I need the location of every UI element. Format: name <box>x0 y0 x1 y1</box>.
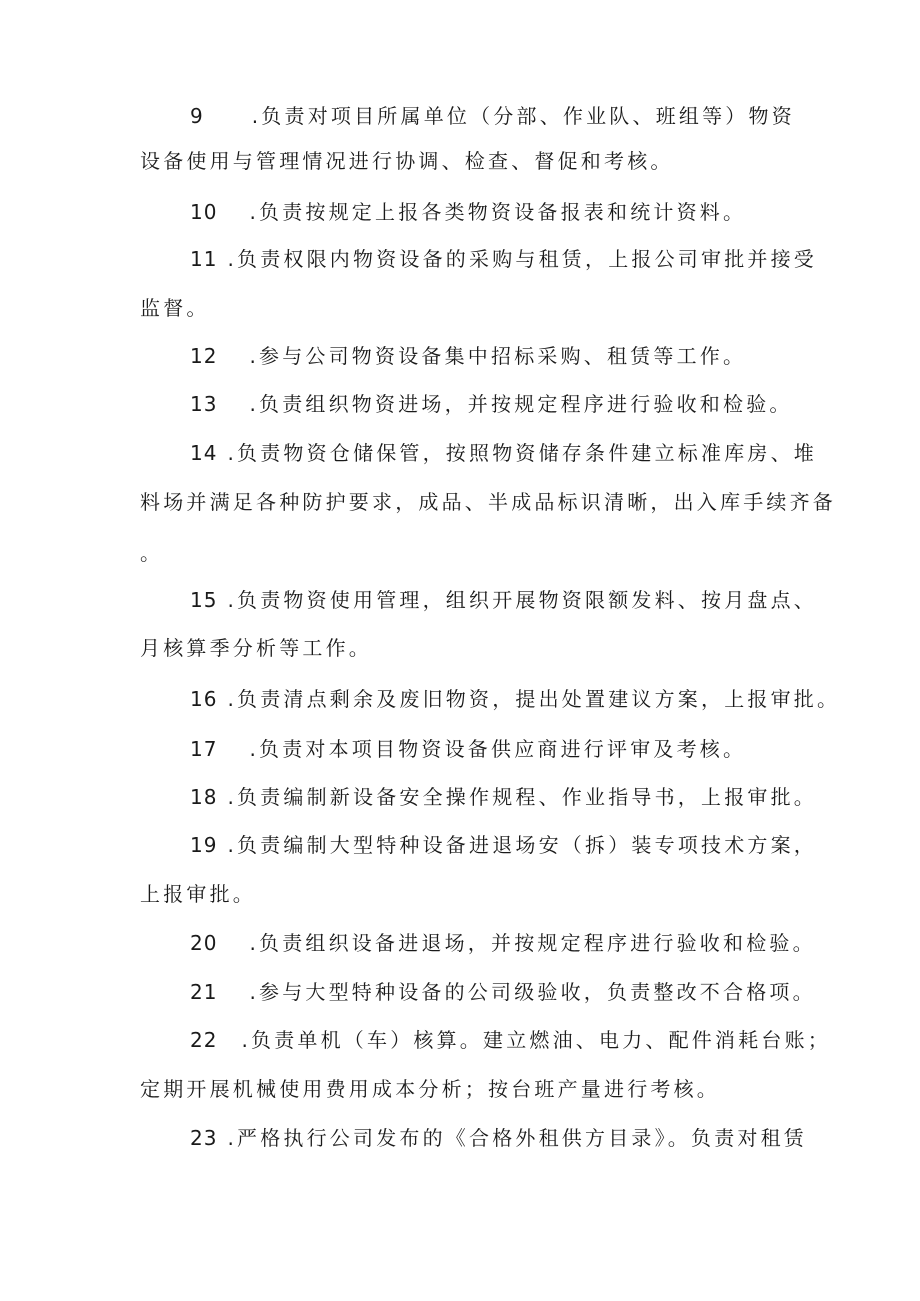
item-text: .负责组织物资进场，并按规定程序进行验收和检验。 <box>249 392 793 416</box>
item-text: .负责单机（车）核算。建立燃油、电力、配件消耗台账； <box>241 1028 832 1052</box>
item-9-line-2: 设备使用与管理情况进行协调、检查、督促和考核。 <box>140 149 674 173</box>
item-text: .参与大型特种设备的公司级验收，负责整改不合格项。 <box>249 980 816 1004</box>
item-14-line-2: 料场并满足各种防护要求，成品、半成品标识清晰，出入库手续齐备 <box>140 490 836 514</box>
item-text: .负责组织设备进退场，并按规定程序进行验收和检验。 <box>249 931 816 955</box>
item-number: 23 <box>190 1126 218 1150</box>
item-text: .负责对项目所属单位（分部、作业队、班组等）物资 <box>251 104 795 128</box>
item-number: 13 <box>190 392 218 416</box>
item-14-line-3: 。 <box>140 541 164 565</box>
item-number: 10 <box>190 200 218 224</box>
item-22-line-2: 定期开展机械使用费用成本分析；按台班产量进行考核。 <box>140 1077 720 1101</box>
item-text: .负责对本项目物资设备供应商进行评审及考核。 <box>249 737 747 761</box>
item-number: 12 <box>190 344 218 368</box>
item-number: 9 <box>190 104 204 128</box>
item-12-line-1 <box>190 344 746 368</box>
item-number: 11 <box>190 247 218 271</box>
item-19-line-2: 上报审批。 <box>140 882 256 906</box>
item-18-line-1 <box>190 785 817 809</box>
item-text: .负责权限内物资设备的采购与租赁，上报公司审批并接受 <box>227 247 818 271</box>
item-21-line-1 <box>190 980 816 1004</box>
item-text: .负责编制大型特种设备进退场安（拆）装专项技术方案， <box>227 833 818 857</box>
item-11-line-1 <box>190 247 817 271</box>
item-19-line-1 <box>190 833 817 857</box>
item-number: 15 <box>190 588 218 612</box>
item-11-line-2: 监督。 <box>140 296 210 320</box>
item-number: 16 <box>190 687 218 711</box>
item-number: 21 <box>190 980 218 1004</box>
item-number: 17 <box>190 737 218 761</box>
item-15-line-1 <box>190 588 817 612</box>
item-text: .负责编制新设备安全操作规程、作业指导书，上报审批。 <box>227 785 818 809</box>
item-10-line-1 <box>190 200 746 224</box>
item-20-line-1 <box>190 931 816 955</box>
item-23-line-1 <box>190 1126 807 1150</box>
item-14-line-1 <box>190 441 817 465</box>
item-text: .负责清点剩余及废旧物资，提出处置建议方案，上报审批。 <box>227 687 841 711</box>
item-text: .严格执行公司发布的《合格外租供方目录》。负责对租赁 <box>227 1126 808 1150</box>
item-13-line-1 <box>190 392 793 416</box>
item-text: .参与公司物资设备集中招标采购、租赁等工作。 <box>249 344 747 368</box>
item-text: .负责物资使用管理，组织开展物资限额发料、按月盘点、 <box>227 588 818 612</box>
item-number: 19 <box>190 833 218 857</box>
item-9-line-1 <box>190 104 795 128</box>
item-22-line-1 <box>190 1028 831 1052</box>
item-16-line-1 <box>190 687 840 711</box>
item-number: 22 <box>190 1028 218 1052</box>
item-number: 20 <box>190 931 218 955</box>
item-number: 14 <box>190 441 218 465</box>
item-text: .负责物资仓储保管，按照物资储存条件建立标准库房、堆 <box>227 441 818 465</box>
item-text: .负责按规定上报各类物资设备报表和统计资料。 <box>249 200 747 224</box>
item-17-line-1 <box>190 737 746 761</box>
item-number: 18 <box>190 785 218 809</box>
item-15-line-2: 月核算季分析等工作。 <box>140 636 372 660</box>
